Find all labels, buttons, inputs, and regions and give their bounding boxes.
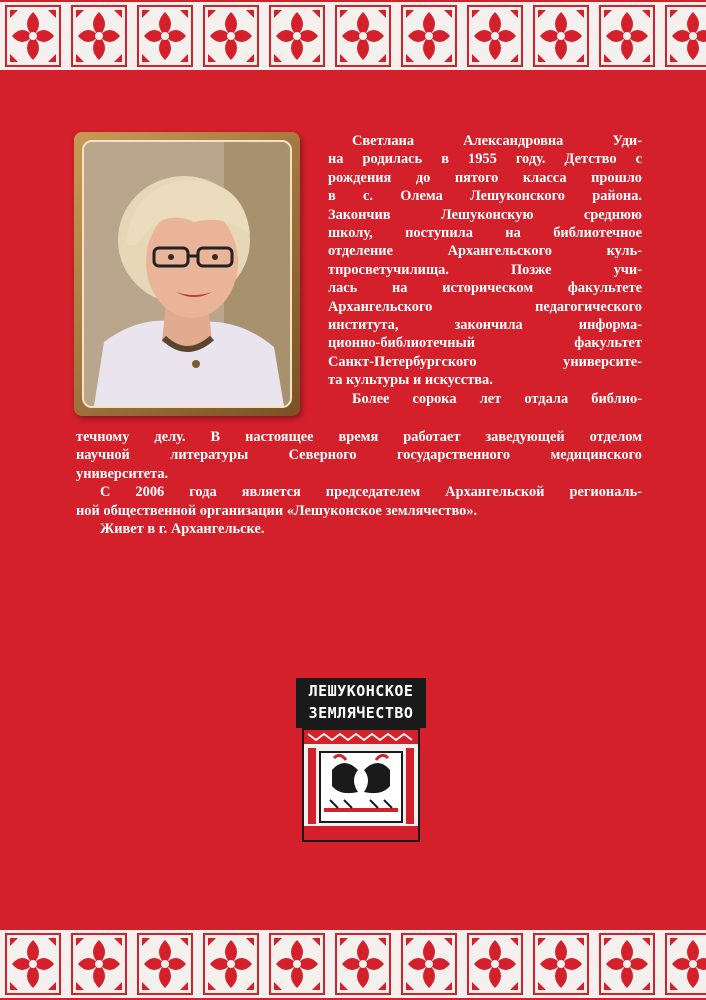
bio-line: течному делу. В настоящее время работает заведующей отделом: [76, 429, 642, 445]
portrait-illustration: [84, 142, 290, 406]
ornament-pattern-top: [0, 2, 706, 70]
emblem-title-line2: ЗЕМЛЯЧЕСТВО: [308, 704, 414, 722]
bio-line: Санкт-Петербургского университе-: [328, 353, 642, 370]
bio-line: в с. Олема Лешуконского района.: [328, 188, 642, 205]
bio-line: Более сорока лет отдала библио-: [352, 390, 642, 407]
society-emblem: [296, 678, 426, 842]
author-portrait-photo: [82, 140, 292, 408]
bio-line: Архангельского педагогического: [328, 298, 642, 315]
bio-line: ционно-библиотечный факультет: [328, 335, 642, 352]
bio-line: Закончив Лешуконскую среднюю: [328, 206, 642, 223]
author-photo-frame: [74, 132, 300, 416]
bio-line: научной литературы Северного государственного медицинского: [76, 447, 642, 464]
bio-line: университета.: [76, 465, 169, 482]
bio-line: тпросветучилища. Позже учи-: [328, 261, 642, 278]
bio-line: отделение Архангельского куль-: [328, 243, 642, 260]
bio-line: Живет в г. Архангельске.: [100, 521, 265, 538]
bio-line: школу, поступила на библиотечное: [328, 225, 642, 242]
ornament-pattern-bottom: [0, 930, 706, 998]
bio-line: ной общественной организации «Лешуконское землячество».: [76, 502, 478, 519]
bio-text-full-width: [76, 428, 642, 538]
bio-line: института, закончила информа-: [328, 317, 642, 334]
bio-line: рождения до пятого класса прошло: [328, 169, 642, 186]
bio-text-right-column: [328, 132, 642, 408]
emblem-title: [296, 678, 426, 728]
bio-line: на родилась в 1955 году. Детство с: [328, 151, 642, 168]
bio-line: Светлана Александровна Уди-: [352, 133, 642, 149]
emblem-title-line1: ЛЕШУКОНСКОЕ: [308, 682, 414, 700]
bio-line: лась на историческом факультете: [328, 280, 642, 297]
bio-line: С 2006 года является председателем Архангельской региональ-: [100, 484, 642, 501]
emblem-ornament-art: [302, 728, 420, 842]
top-ornament-band: [0, 0, 706, 72]
emblem-pattern-icon: [304, 730, 418, 840]
bio-line: та культуры и искусства.: [328, 372, 493, 389]
bottom-ornament-band: [0, 928, 706, 1000]
